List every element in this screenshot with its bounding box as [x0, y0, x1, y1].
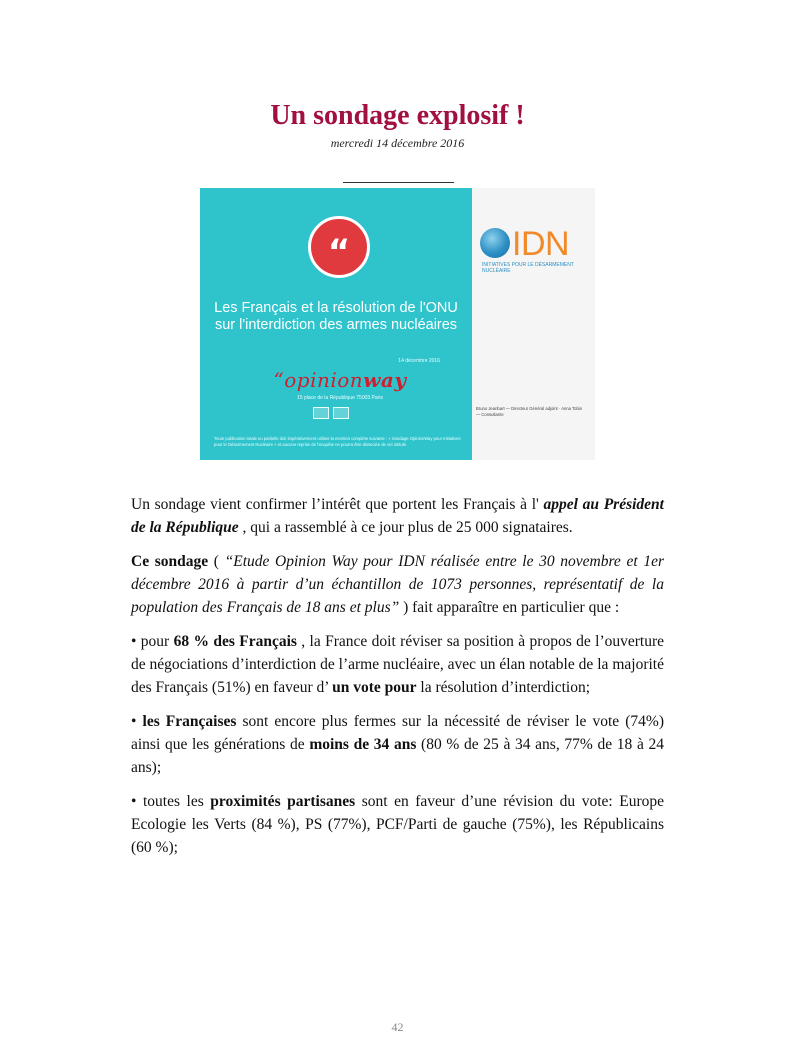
text-run: sont en faveur d’une révision du vote: Europe Ecologie les Verts (84 %), PS (77%), PCF/Parti de gauche (75%), les Républicains (60 %); — [131, 793, 664, 856]
bullet-partisan — [131, 790, 664, 859]
text-run: sont encore plus fermes sur la nécessité de réviser le vote (74%) ainsi que les générations de — [131, 713, 664, 753]
cover-date: 14 décembre 2016 — [398, 358, 440, 364]
text-run: ( — [208, 553, 225, 570]
report-cover-image — [200, 188, 595, 460]
bullet-francaises — [131, 710, 664, 779]
cover-address: 15 place de la République 75003 Paris — [297, 395, 383, 401]
bullet-68-percent — [131, 630, 664, 699]
paragraph-intro — [131, 493, 664, 539]
appeal-link[interactable]: appel au Président de la République — [131, 496, 664, 536]
text-run: , la France doit réviser sa position à propos de l’ouverture de négociations d’interdiction de l’arme nucléaire, avec un élan notable de la majorité des Français (51%) en faveur d’ — [131, 633, 664, 696]
text-run-bold: moins de 34 ans — [309, 736, 417, 753]
certification-badges — [313, 407, 349, 419]
text-run: • — [131, 713, 143, 730]
text-run-italic: “Etude Opinion Way pour IDN réalisée entre le 30 novembre et 1er décembre 2016 à partir d’un échantillon de 1073 personnes, représentatif de la population des Français de 18 ans et plus” — [131, 553, 664, 616]
article-body — [131, 493, 664, 870]
opinionway-logo-b: way — [363, 368, 407, 392]
quote-icon: “ — [308, 216, 370, 278]
title-divider — [343, 182, 454, 183]
opinionway-logo — [270, 368, 410, 392]
idn-logo: IDN — [512, 225, 570, 263]
text-run: Un sondage vient confirmer l’intérêt que portent les Français à l' — [131, 496, 544, 513]
article-title: Un sondage explosif ! — [270, 100, 525, 131]
text-run: ) fait apparaître en particulier que : — [399, 599, 620, 616]
text-run: , qui a rassemblé à ce jour plus de 25 000 signataires. — [238, 519, 573, 536]
article-date: mercredi 14 décembre 2016 — [330, 136, 465, 150]
text-run-bold: Ce sondage — [131, 553, 209, 570]
text-run-bold: 68 % des Français — [173, 633, 297, 650]
badge-icon — [313, 407, 329, 419]
globe-icon — [480, 228, 510, 258]
page-number: 42 — [391, 1020, 404, 1034]
opinionway-logo-a: “opinion — [273, 368, 364, 392]
paragraph-survey — [131, 550, 664, 619]
cover-heading: Les Français et la résolution de l'ONU sur l'interdiction des armes nucléaires — [214, 300, 458, 333]
text-run: la résolution d’interdiction; — [416, 679, 591, 696]
text-run-bold: proximités partisanes — [210, 793, 356, 810]
cover-contacts: Bruno Jeanbart — Directeur Général adjoint · Anna Tobin — Consultante — [476, 406, 583, 417]
text-run-bold: un vote pour — [332, 679, 417, 696]
text-run-bold: les Françaises — [142, 713, 237, 730]
text-run: (80 % de 25 à 34 ans, 77% de 18 à 24 ans); — [131, 736, 664, 776]
idn-logo-subtitle: INITIATIVES POUR LE DÉSARMEMENT NUCLÉAIRE — [482, 262, 574, 274]
cover-fine-print: Toute publication totale ou partielle doit impérativement utiliser la mention complète suivante : « Sondage OpinionWay pour Initiatives pour le Désarmement Nucléaire » et aucune reprise de l'enquête ne pourra être dissociée de cet intitulé. — [214, 436, 461, 447]
text-run: • pour — [131, 633, 174, 650]
cover-teal-panel — [200, 188, 472, 460]
badge-icon — [333, 407, 349, 419]
text-run: • toutes les — [131, 793, 211, 810]
